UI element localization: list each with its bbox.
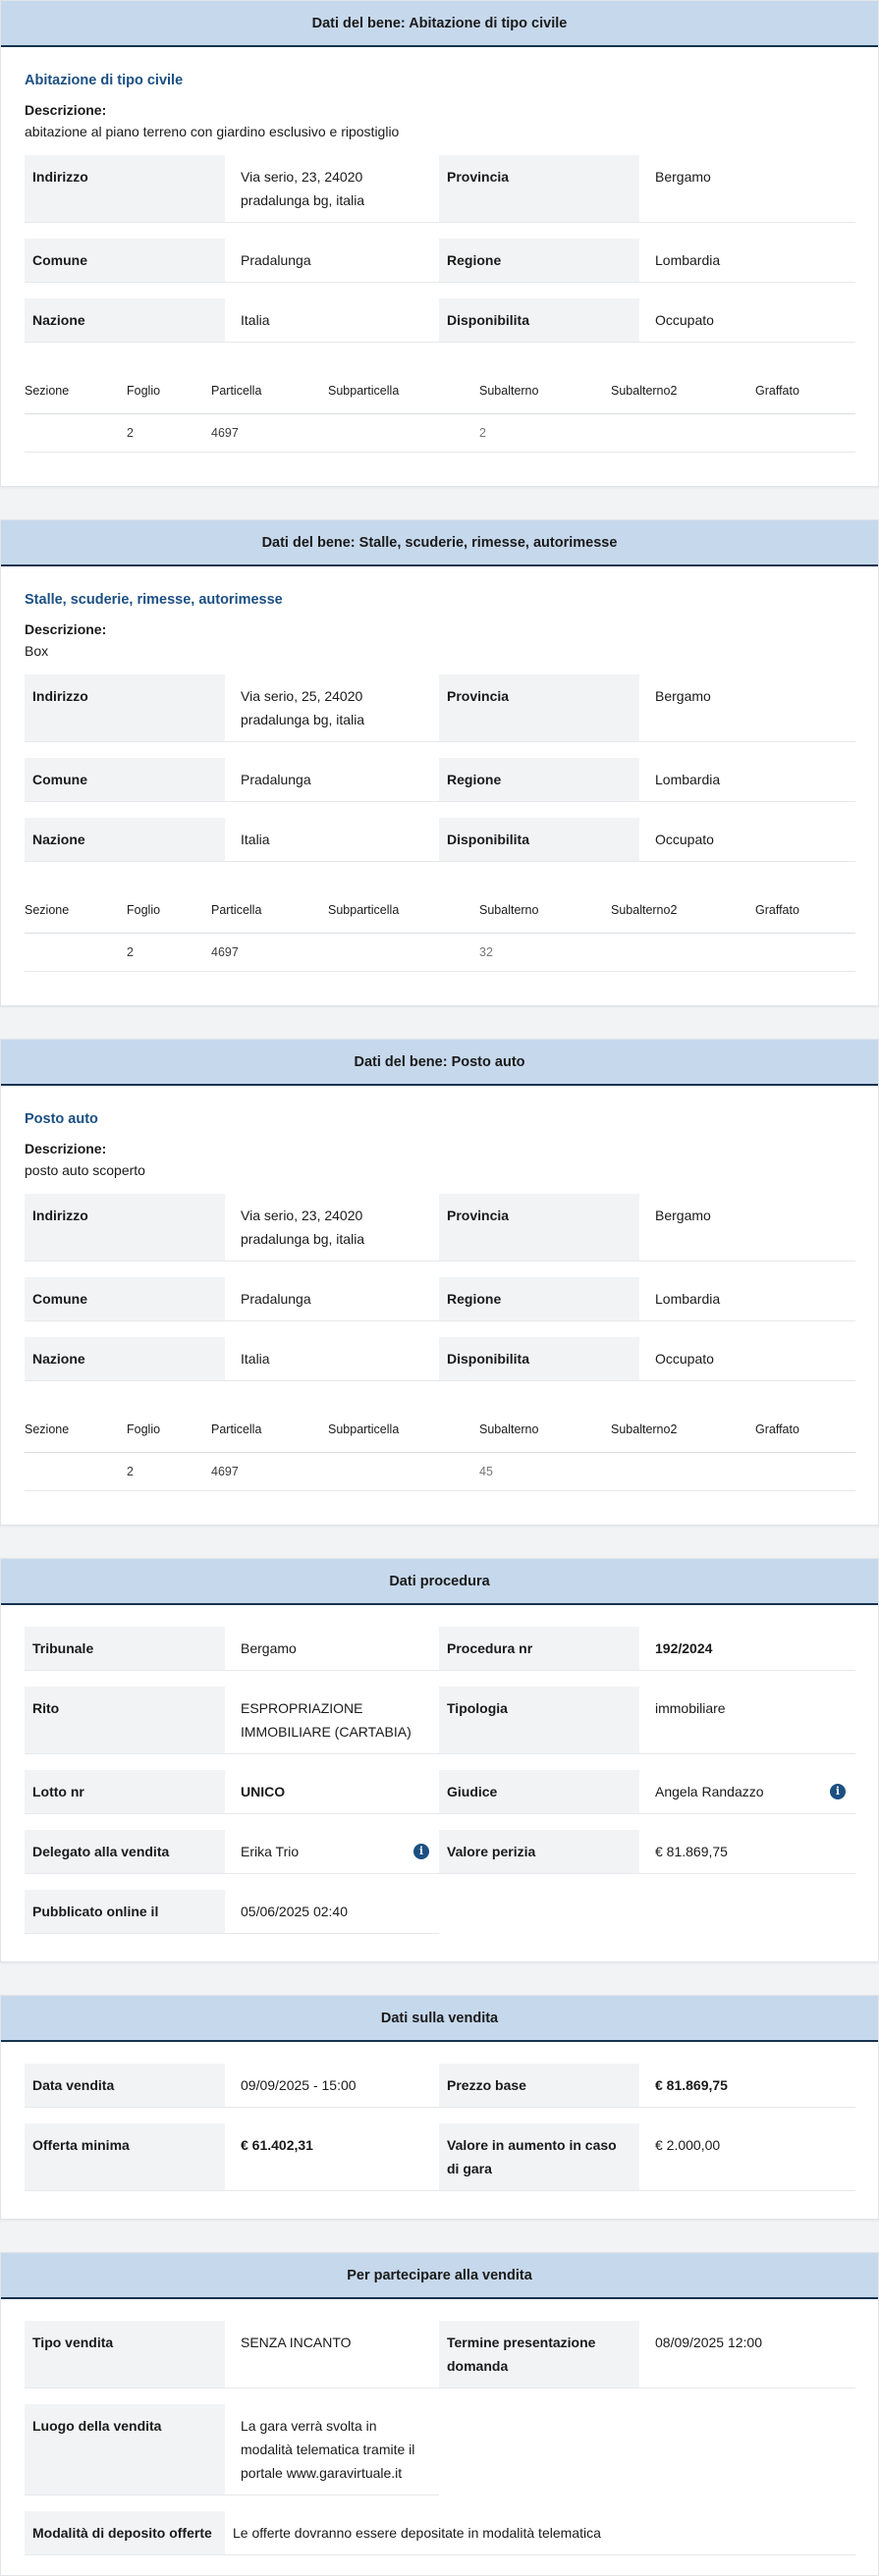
catasto-particella: 4697 xyxy=(211,1453,328,1491)
pubblicato-label: Pubblicato online il xyxy=(25,1890,225,1934)
catasto-col-sezione: Sezione xyxy=(25,893,127,934)
catasto-row xyxy=(25,1453,855,1491)
nazione-label: Nazione xyxy=(25,818,225,862)
catasto-subparticella xyxy=(328,414,479,453)
regione-value: Lombardia xyxy=(639,758,855,802)
descrizione-text: Box xyxy=(25,643,49,659)
regione-label: Regione xyxy=(439,239,639,283)
bene-body xyxy=(1,1086,878,1525)
valore-perizia-label: Valore perizia xyxy=(439,1830,639,1874)
info-icon[interactable]: i xyxy=(830,1784,846,1799)
vendita-header: Dati sulla vendita xyxy=(1,1996,878,2042)
luogo-spacer xyxy=(439,2404,855,2511)
regione-label: Regione xyxy=(439,1277,639,1321)
delegato-value xyxy=(225,1830,439,1874)
catasto-sezione xyxy=(25,934,127,972)
catasto-table xyxy=(25,1413,855,1491)
offerta-minima-label: Offerta minima xyxy=(25,2123,225,2191)
delegato-label: Delegato alla vendita xyxy=(25,1830,225,1874)
bene-title: Posto auto xyxy=(25,1111,98,1127)
catasto-foglio: 2 xyxy=(127,414,211,453)
bene-body xyxy=(1,47,878,486)
giudice-label: Giudice xyxy=(439,1770,639,1814)
valore-perizia-value: € 81.869,75 xyxy=(639,1830,855,1874)
bene-header: Dati del bene: Stalle, scuderie, rimesse, autorimesse xyxy=(1,520,878,566)
partecipare-body xyxy=(1,2299,878,2575)
procedura-header: Dati procedura xyxy=(1,1559,878,1605)
bene-title: Stalle, scuderie, rimesse, autorimesse xyxy=(25,592,283,608)
comune-value: Pradalunga xyxy=(225,239,439,283)
regione-label: Regione xyxy=(439,758,639,802)
nazione-label: Nazione xyxy=(25,1337,225,1381)
catasto-col-sezione: Sezione xyxy=(25,374,127,414)
catasto-col-graffato: Graffato xyxy=(755,893,855,934)
catasto-foglio: 2 xyxy=(127,934,211,972)
rito-value: ESPROPRIAZIONE IMMOBILIARE (CARTABIA) xyxy=(225,1687,439,1754)
catasto-col-particella: Particella xyxy=(211,893,328,934)
tipologia-value: immobiliare xyxy=(639,1687,855,1754)
luogo-label: Luogo della vendita xyxy=(25,2404,225,2496)
indirizzo-value: Via serio, 23, 24020 pradalunga bg, italia xyxy=(225,1194,439,1261)
provincia-label: Provincia xyxy=(439,674,639,742)
catasto-col-subparticella: Subparticella xyxy=(328,374,479,414)
catasto-col-particella: Particella xyxy=(211,1413,328,1453)
procedura-nr-label: Procedura nr xyxy=(439,1627,639,1671)
nazione-label: Nazione xyxy=(25,298,225,343)
vendita-card xyxy=(0,1995,879,2220)
catasto-col-subalterno2: Subalterno2 xyxy=(611,893,755,934)
catasto-sezione xyxy=(25,414,127,453)
nazione-value: Italia xyxy=(225,298,439,343)
disponibilita-label: Disponibilita xyxy=(439,298,639,343)
catasto-col-particella: Particella xyxy=(211,374,328,414)
partecipare-grid xyxy=(25,2321,854,2571)
catasto-row xyxy=(25,934,855,972)
bene-card xyxy=(0,1039,879,1526)
regione-value: Lombardia xyxy=(639,239,855,283)
catasto-row xyxy=(25,414,855,453)
bene-header: Dati del bene: Posto auto xyxy=(1,1040,878,1086)
bene-fields-grid xyxy=(25,1194,854,1397)
comune-value: Pradalunga xyxy=(225,1277,439,1321)
catasto-col-subalterno: Subalterno xyxy=(479,374,611,414)
vendita-body xyxy=(1,2042,878,2219)
catasto-col-subparticella: Subparticella xyxy=(328,1413,479,1453)
bene-header: Dati del bene: Abitazione di tipo civile xyxy=(1,1,878,47)
aumento-label: Valore in aumento in caso di gara xyxy=(439,2123,639,2191)
aumento-value: € 2.000,00 xyxy=(639,2123,855,2191)
offerta-minima-value: € 61.402,31 xyxy=(225,2123,439,2191)
indirizzo-label: Indirizzo xyxy=(25,155,225,223)
lotto-label: Lotto nr xyxy=(25,1770,225,1814)
tribunale-value: Bergamo xyxy=(225,1627,439,1671)
comune-label: Comune xyxy=(25,758,225,802)
partecipare-card xyxy=(0,2252,879,2576)
termine-label: Termine presentazione domanda xyxy=(439,2321,639,2388)
indirizzo-value: Via serio, 23, 24020 pradalunga bg, italia xyxy=(225,155,439,223)
giudice-text: Angela Randazzo xyxy=(655,1784,764,1799)
info-icon[interactable]: i xyxy=(413,1844,429,1859)
catasto-col-graffato: Graffato xyxy=(755,374,855,414)
catasto-graffato xyxy=(755,1453,855,1491)
bene-title: Abitazione di tipo civile xyxy=(25,73,184,88)
rito-label: Rito xyxy=(25,1687,225,1754)
partecipare-header: Per partecipare alla vendita xyxy=(1,2253,878,2299)
disponibilita-value: Occupato xyxy=(639,818,855,862)
catasto-col-subalterno: Subalterno xyxy=(479,893,611,934)
catasto-subalterno2 xyxy=(611,414,755,453)
prezzo-base-value: € 81.869,75 xyxy=(639,2064,855,2108)
nazione-value: Italia xyxy=(225,818,439,862)
catasto-graffato xyxy=(755,414,855,453)
indirizzo-value: Via serio, 25, 24020 pradalunga bg, italia xyxy=(225,674,439,742)
lotto-value: UNICO xyxy=(225,1770,439,1814)
catasto-col-sezione: Sezione xyxy=(25,1413,127,1453)
termine-value: 08/09/2025 12:00 xyxy=(639,2321,855,2388)
descrizione-text: abitazione al piano terreno con giardino esclusivo e ripostiglio xyxy=(25,124,400,139)
provincia-label: Provincia xyxy=(439,1194,639,1261)
catasto-subalterno: 32 xyxy=(479,934,611,972)
procedura-nr-value: 192/2024 xyxy=(639,1627,855,1671)
catasto-col-foglio: Foglio xyxy=(127,893,211,934)
catasto-col-foglio: Foglio xyxy=(127,1413,211,1453)
nazione-value: Italia xyxy=(225,1337,439,1381)
catasto-subalterno2 xyxy=(611,934,755,972)
bene-card xyxy=(0,519,879,1006)
catasto-sezione xyxy=(25,1453,127,1491)
disponibilita-label: Disponibilita xyxy=(439,818,639,862)
catasto-graffato xyxy=(755,934,855,972)
procedura-card xyxy=(0,1558,879,1962)
catasto-col-foglio: Foglio xyxy=(127,374,211,414)
catasto-col-subparticella: Subparticella xyxy=(328,893,479,934)
catasto-col-subalterno2: Subalterno2 xyxy=(611,1413,755,1453)
provincia-value: Bergamo xyxy=(639,674,855,742)
catasto-subalterno2 xyxy=(611,1453,755,1491)
tipo-vendita-value: SENZA INCANTO xyxy=(225,2321,439,2388)
modalita-label: Modalità di deposito offerte xyxy=(25,2511,225,2555)
catasto-subalterno: 45 xyxy=(479,1453,611,1491)
descrizione-label: Descrizione: xyxy=(25,102,107,118)
giudice-value xyxy=(639,1770,855,1814)
regione-value: Lombardia xyxy=(639,1277,855,1321)
catasto-col-subalterno: Subalterno xyxy=(479,1413,611,1453)
data-vendita-label: Data vendita xyxy=(25,2064,225,2108)
bene-body xyxy=(1,566,878,1005)
catasto-header-row xyxy=(25,1413,855,1453)
descrizione-label: Descrizione: xyxy=(25,621,107,637)
catasto-subalterno: 2 xyxy=(479,414,611,453)
procedura-body xyxy=(1,1605,878,1961)
comune-label: Comune xyxy=(25,1277,225,1321)
bene-fields-grid xyxy=(25,155,854,358)
comune-value: Pradalunga xyxy=(225,758,439,802)
provincia-value: Bergamo xyxy=(639,1194,855,1261)
descrizione-label: Descrizione: xyxy=(25,1141,107,1156)
procedura-grid xyxy=(25,1627,854,1950)
catasto-col-subalterno2: Subalterno2 xyxy=(611,374,755,414)
tribunale-label: Tribunale xyxy=(25,1627,225,1671)
disponibilita-value: Occupato xyxy=(639,1337,855,1381)
tipo-vendita-label: Tipo vendita xyxy=(25,2321,225,2388)
catasto-header-row xyxy=(25,893,855,934)
vendita-grid xyxy=(25,2064,854,2207)
catasto-header-row xyxy=(25,374,855,414)
indirizzo-label: Indirizzo xyxy=(25,1194,225,1261)
catasto-foglio: 2 xyxy=(127,1453,211,1491)
delegato-text: Erika Trio xyxy=(241,1844,300,1859)
catasto-subparticella xyxy=(328,934,479,972)
luogo-value: La gara verrà svolta in modalità telematica tramite il portale www.garavirtuale.it xyxy=(225,2404,439,2496)
prezzo-base-label: Prezzo base xyxy=(439,2064,639,2108)
catasto-table xyxy=(25,374,855,453)
catasto-particella: 4697 xyxy=(211,934,328,972)
provincia-label: Provincia xyxy=(439,155,639,223)
disponibilita-label: Disponibilita xyxy=(439,1337,639,1381)
indirizzo-label: Indirizzo xyxy=(25,674,225,742)
bene-fields-grid xyxy=(25,674,854,878)
disponibilita-value: Occupato xyxy=(639,298,855,343)
pubblicato-value: 05/06/2025 02:40 xyxy=(225,1890,439,1934)
comune-label: Comune xyxy=(25,239,225,283)
catasto-table xyxy=(25,893,855,972)
modalita-value: Le offerte dovranno essere depositate in modalità telematica xyxy=(225,2511,855,2555)
catasto-col-graffato: Graffato xyxy=(755,1413,855,1453)
tipologia-label: Tipologia xyxy=(439,1687,639,1754)
catasto-particella: 4697 xyxy=(211,414,328,453)
data-vendita-value: 09/09/2025 - 15:00 xyxy=(225,2064,439,2108)
descrizione-text: posto auto scoperto xyxy=(25,1162,145,1178)
provincia-value: Bergamo xyxy=(639,155,855,223)
catasto-subparticella xyxy=(328,1453,479,1491)
bene-card xyxy=(0,0,879,487)
